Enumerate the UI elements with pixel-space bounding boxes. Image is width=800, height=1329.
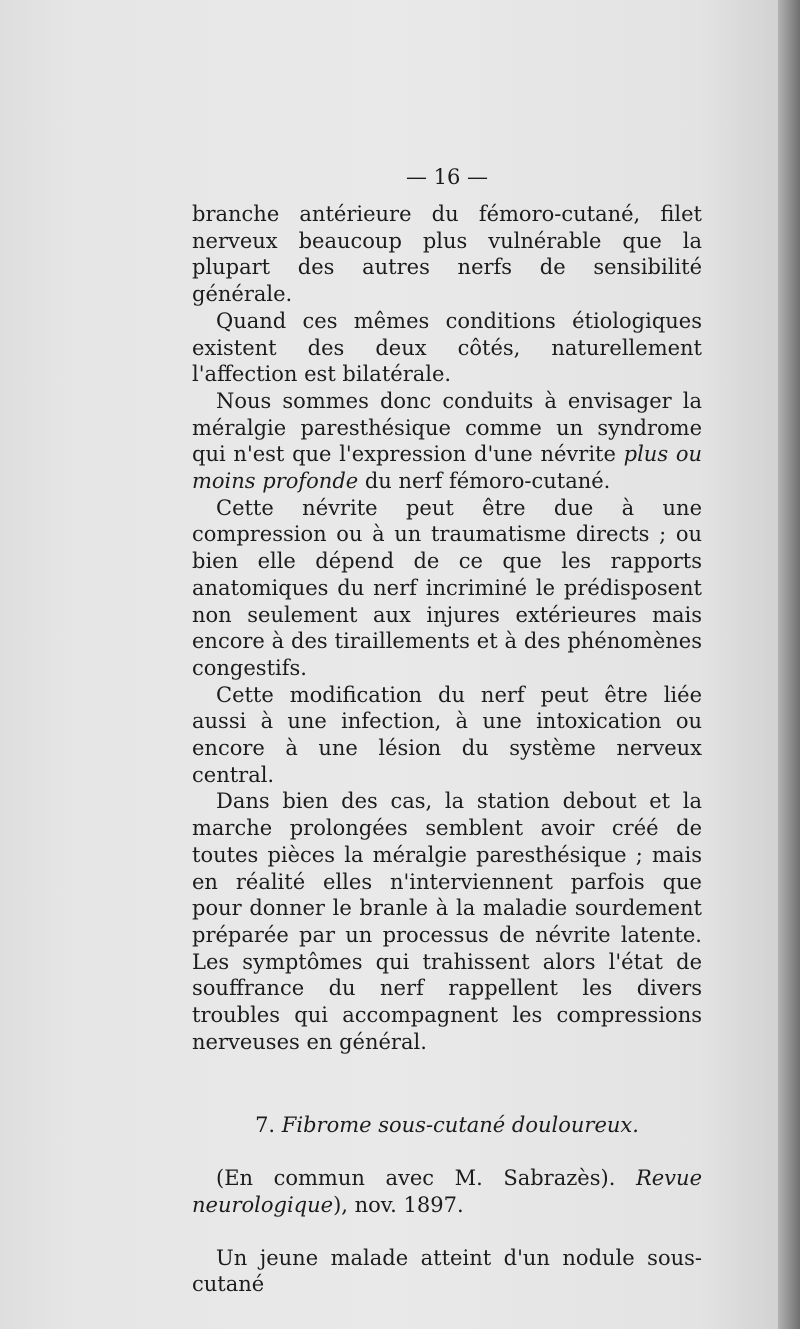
page-text: [192, 163, 702, 1298]
paragraph-3-italic: plus ou moins profonde: [192, 442, 702, 494]
section-number: 7.: [255, 1112, 276, 1137]
paragraph-3: [192, 388, 702, 495]
section-heading: [192, 1112, 702, 1139]
page-edge: [778, 0, 800, 1329]
citation: [192, 1165, 702, 1218]
paragraph-5: Cette modification du nerf peut être liée aussi à une infection, à une intoxication ou encore à une lésion du système nerveux central.: [192, 682, 702, 787]
citation-date: ), nov. 1897.: [333, 1192, 464, 1217]
page-number: — 16 —: [405, 165, 489, 189]
paragraph-7: Un jeune malade atteint d'un nodule sous-cutané: [192, 1245, 702, 1297]
citation-journal: Revue neurologique: [192, 1166, 702, 1217]
paragraph-1: branche antérieure du fémoro-cutané, filet nerveux beaucoup plus vulnérable que la plupart des autres nerfs de sensibilité générale.: [192, 202, 702, 307]
section-title: Fibrome sous-cutané douloureux.: [281, 1112, 639, 1137]
paragraph-3-text-b: du nerf fémoro-cutané.: [358, 469, 611, 494]
paragraph-2: Quand ces mêmes conditions étiologiques existent des deux côtés, naturellement l'affection est bilatérale.: [192, 308, 702, 387]
paragraph-3-text-a: Nous sommes donc conduits à envisager la méralgie paresthésique comme un syndrome qui n'est que l'expression d'une névrite: [192, 388, 702, 467]
citation-authors: (En commun avec M. Sabrazès).: [216, 1166, 636, 1191]
paragraph-4: Cette névrite peut être due à une compression ou à un traumatisme directs ; ou bien elle dépend de ce que les rapports anatomiques du nerf incriminé le prédisposent non seulement aux injures extérieures mais encore à des tiraillements et à des phénomènes congestifs.: [192, 495, 702, 680]
paragraph-6: Dans bien des cas, la station debout et la marche prolongées semblent avoir créé de toutes pièces la méralgie paresthésique ; mais en réalité elles n'interviennent parfois que pour donner le branle à la maladie sourdement préparée par un processus de névrite latente. Les symptômes qui trahissent alors l'état de souffrance du nerf rappellent les divers troubles qui accompagnent les compressions nerveuses en général.: [192, 789, 702, 1054]
